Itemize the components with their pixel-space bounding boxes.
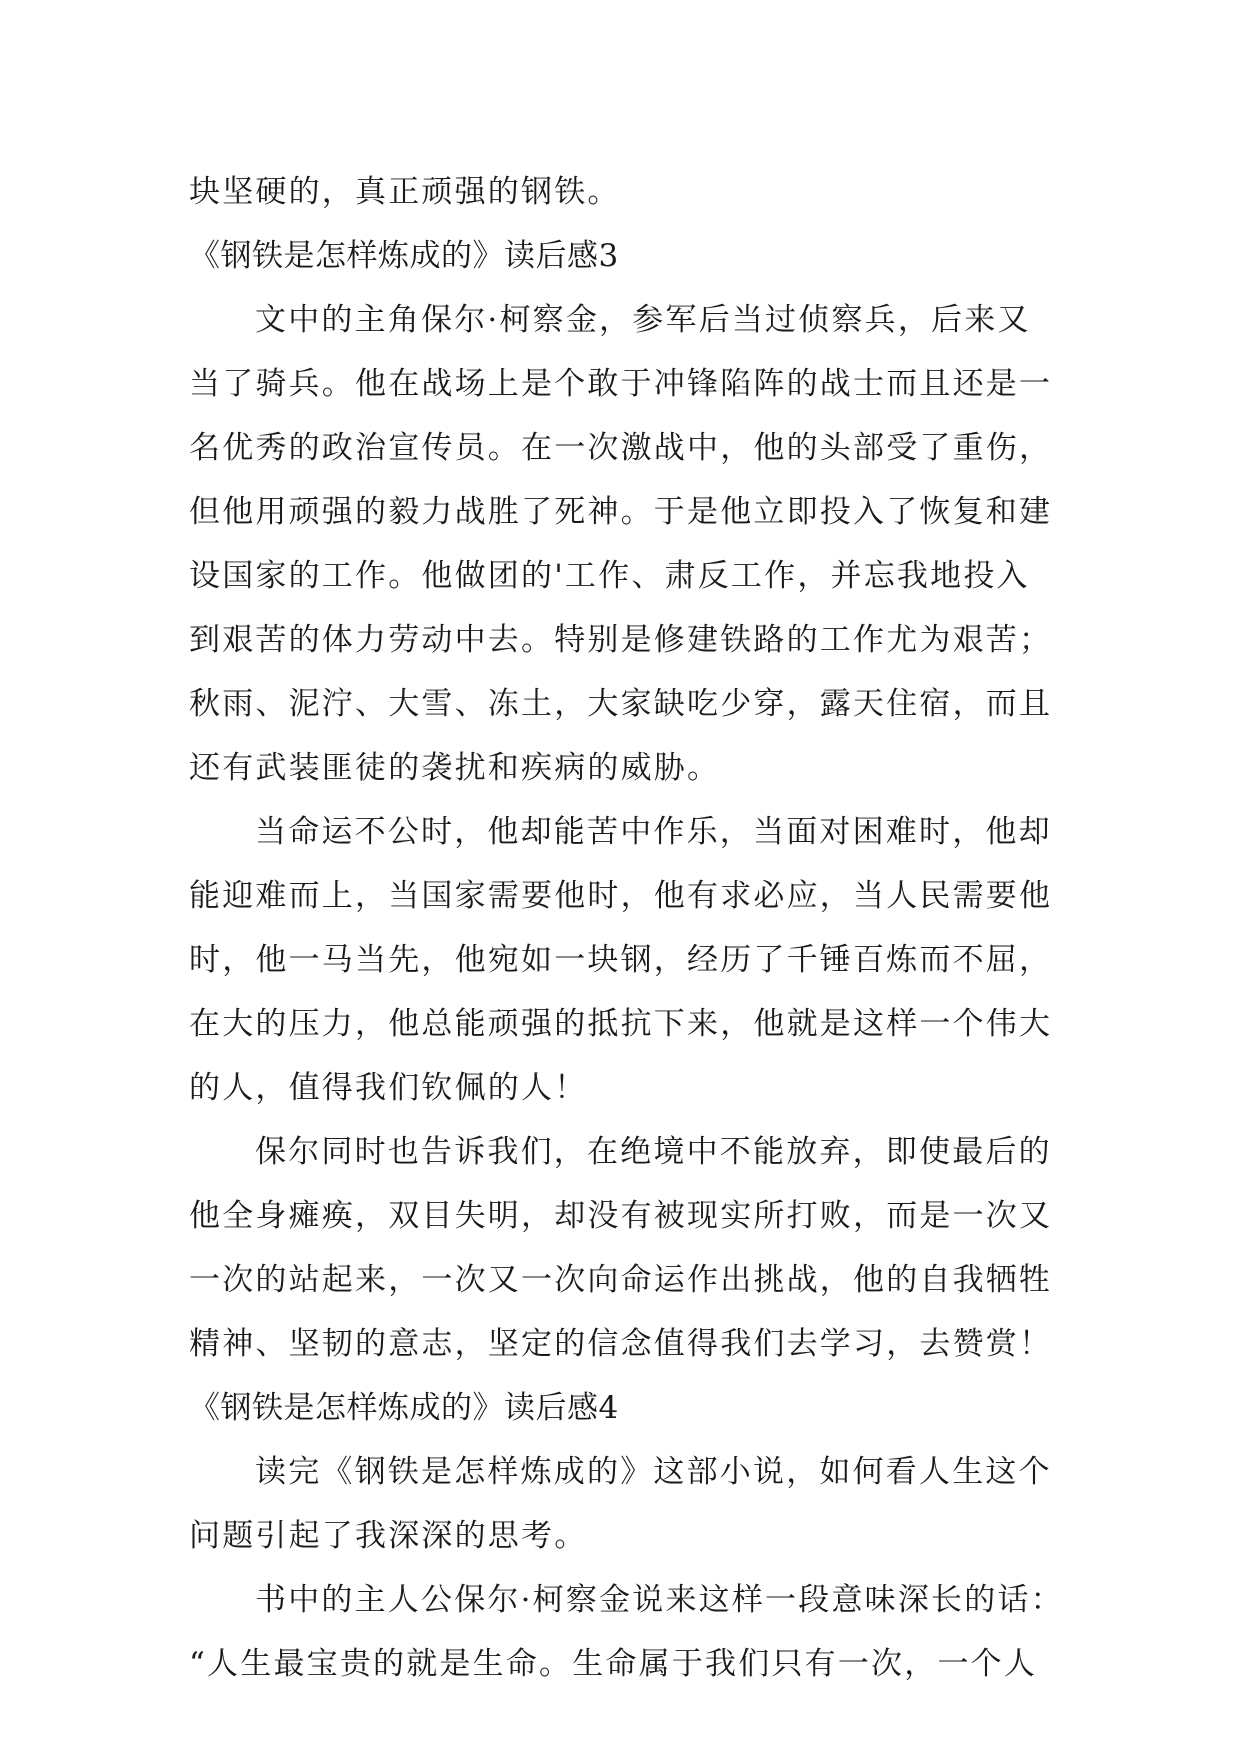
- text-line: 还有武装匪徒的袭扰和疾病的威胁。: [189, 750, 721, 786]
- text-line: 保尔同时也告诉我们，在绝境中不能放弃，即使最后的: [255, 1134, 1052, 1170]
- text-line: 当命运不公时，他却能苦中作乐，当面对困难时，他却: [255, 814, 1052, 850]
- document-body: [189, 160, 1064, 1696]
- text-line: 精神、坚韧的意志，坚定的信念值得我们去学习，去赞赏！: [189, 1326, 1053, 1362]
- text-line: “人生最宝贵的就是生命。生命属于我们只有一次，一个人: [189, 1646, 1038, 1682]
- text-line: 时，他一马当先，他宛如一块钢，经历了千锤百炼而不屈，: [189, 942, 1053, 978]
- text-line: 但他用顽强的毅力战胜了死神。于是他立即投入了恢复和建: [189, 494, 1053, 530]
- text-line: 文中的主角保尔·柯察金，参军后当过侦察兵，后来又: [255, 302, 1031, 338]
- text-line: 设国家的工作。他做团的'工作、肃反工作，并忘我地投入: [189, 558, 1030, 594]
- section-heading: 《钢铁是怎样炼成的》读后感3: [189, 238, 619, 274]
- text-line: 问题引起了我深深的思考。: [189, 1518, 588, 1554]
- text-line: 他全身瘫痪，双目失明，却没有被现实所打败，而是一次又: [189, 1198, 1053, 1234]
- text-line: 块坚硬的，真正顽强的钢铁。: [189, 174, 621, 210]
- text-line: 一次的站起来，一次又一次向命运作出挑战，他的自我牺牲: [189, 1262, 1053, 1298]
- text-line: 书中的主人公保尔·柯察金说来这样一段意味深长的话：: [255, 1582, 1064, 1618]
- text-line: 读完《钢铁是怎样炼成的》这部小说，如何看人生这个: [255, 1454, 1052, 1490]
- text-line: 当了骑兵。他在战场上是个敢于冲锋陷阵的战士而且还是一: [189, 366, 1053, 402]
- text-line: 在大的压力，他总能顽强的抵抗下来，他就是这样一个伟大: [189, 1006, 1053, 1042]
- text-line: 秋雨、泥泞、大雪、冻土，大家缺吃少穿，露天住宿，而且: [189, 686, 1053, 722]
- text-line: 名优秀的政治宣传员。在一次激战中，他的头部受了重伤，: [189, 430, 1053, 466]
- section-heading: 《钢铁是怎样炼成的》读后感4: [189, 1390, 619, 1426]
- text-line: 的人，值得我们钦佩的人！: [189, 1070, 588, 1106]
- text-line: 到艰苦的体力劳动中去。特别是修建铁路的工作尤为艰苦；: [189, 622, 1053, 658]
- text-line: 能迎难而上，当国家需要他时，他有求必应，当人民需要他: [189, 878, 1053, 914]
